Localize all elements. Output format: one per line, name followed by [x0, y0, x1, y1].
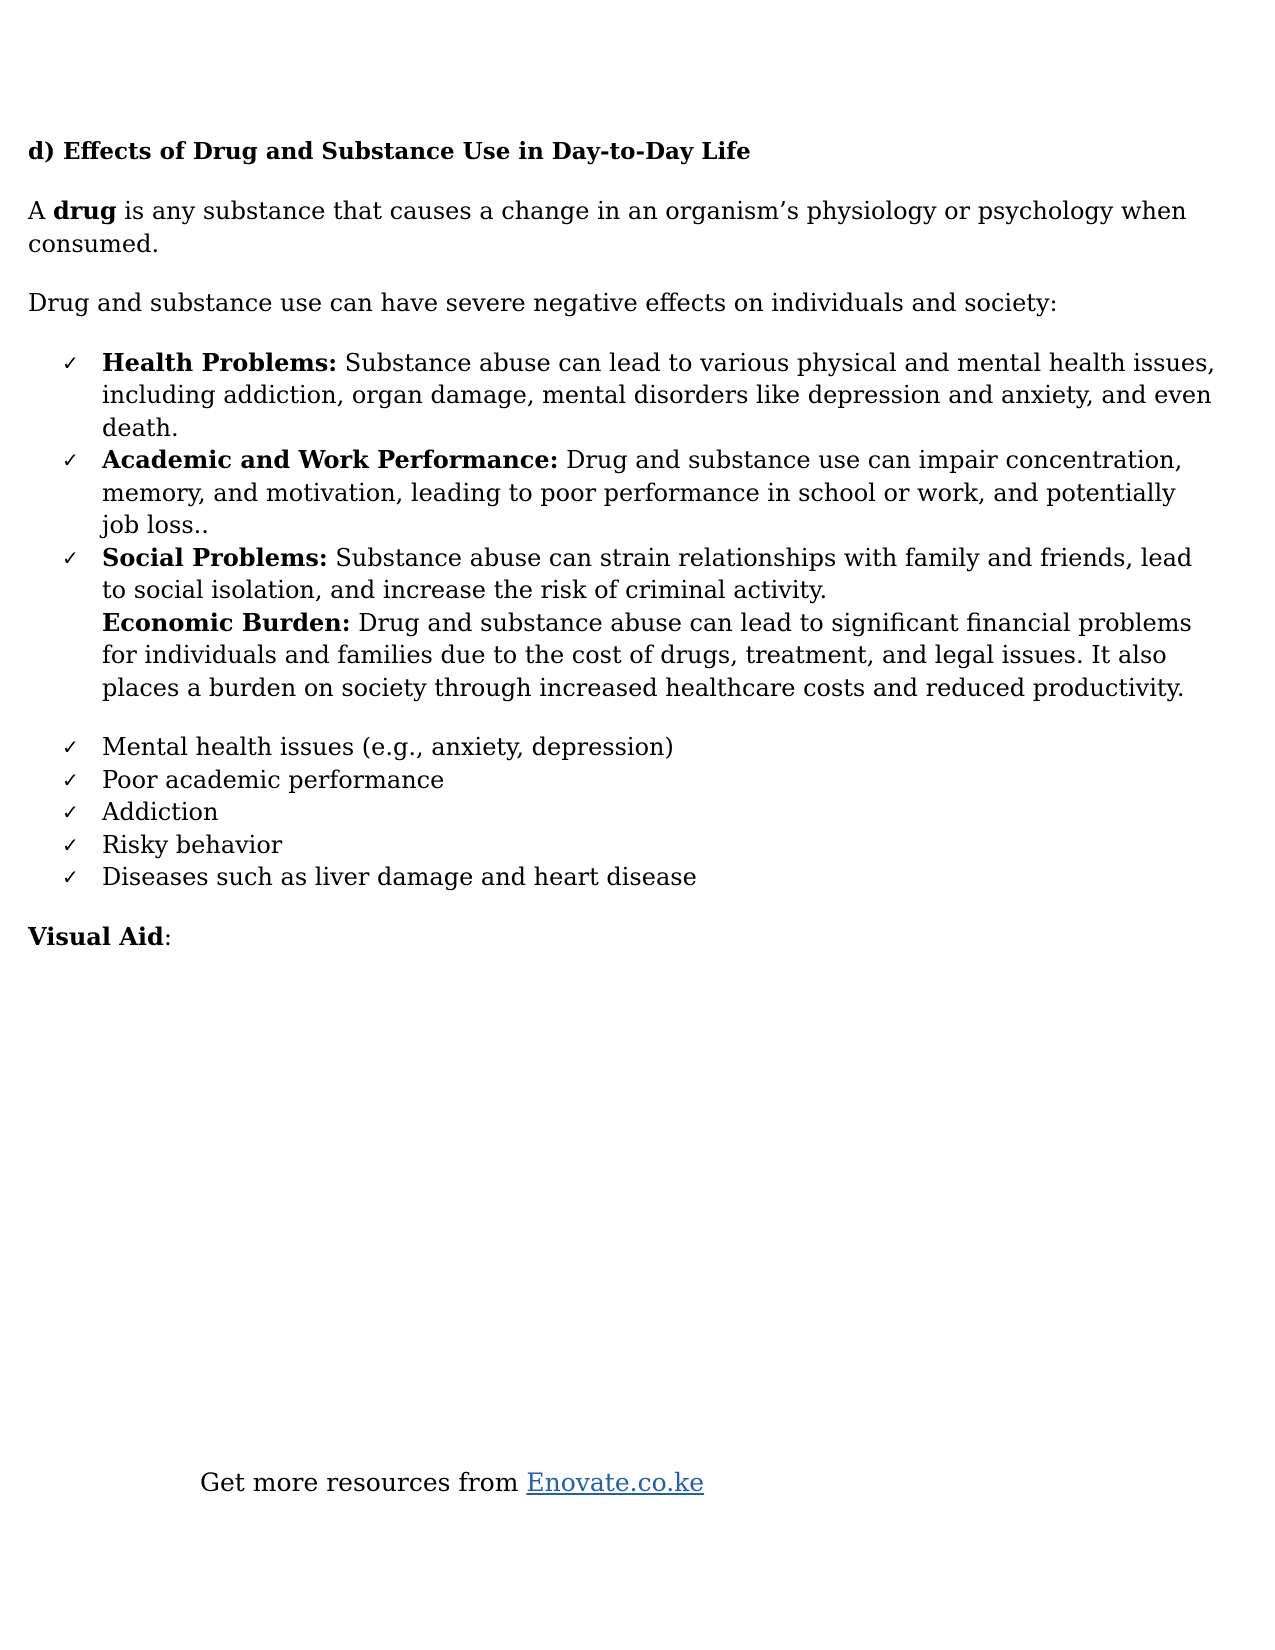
effect-title: Health Problems:	[102, 347, 338, 377]
page-footer	[200, 1466, 704, 1500]
list-item: ✓ Addiction	[102, 796, 1218, 829]
effect-title: Academic and Work Performance:	[102, 445, 559, 474]
effects-summary-list	[28, 731, 1218, 894]
visual-aid-title: Visual Aid	[28, 921, 164, 951]
definition-rest: is any substance that causes a change in an organism’s physiology or psychology when consumed.	[28, 197, 1187, 258]
list-item	[102, 347, 1218, 445]
effect-title: Social Problems:	[102, 542, 328, 572]
definition-prefix: A	[28, 197, 53, 225]
list-item: ✓ Poor academic performance	[102, 764, 1218, 797]
visual-aid-colon: :	[163, 922, 172, 951]
footer-link[interactable]: Enovate.co.ke	[526, 1468, 705, 1497]
list-item	[102, 542, 1218, 607]
definition-term: drug	[52, 196, 117, 225]
effect-text: Drug and substance use can impair concentration, memory, and motivation, leading to poor performance in school or work, and potentially job loss..	[102, 446, 1183, 539]
effect-text: Substance abuse can lead to various physical and mental health issues, including addiction, organ damage, mental disorders like depression and anxiety, and even death.	[102, 348, 1216, 442]
document-page	[28, 136, 1218, 953]
list-item	[102, 607, 1218, 705]
list-item: ✓ Mental health issues (e.g., anxiety, depression)	[102, 731, 1218, 764]
effect-text: Drug and substance abuse can lead to significant financial problems for individuals and families due to the cost of drugs, treatment, and legal issues. It also places a burden on society through increased healthcare costs and reduced productivity.	[102, 608, 1192, 702]
intro-paragraph: Drug and substance use can have severe negative effects on individuals and society:	[28, 289, 1058, 317]
section-heading: d) Effects of Drug and Substance Use in Day-to-Day Life	[28, 138, 751, 165]
effect-text: Substance abuse can strain relationships with family and friends, lead to social isolation, and increase the risk of criminal activity.	[102, 543, 1193, 604]
visual-aid-label	[28, 921, 1218, 954]
list-item	[102, 444, 1218, 542]
effects-list	[28, 347, 1218, 705]
footer-text: Get more resources from	[200, 1468, 527, 1497]
drug-definition	[28, 195, 1218, 260]
list-item: ✓ Risky behavior	[102, 829, 1218, 862]
effect-title: Economic Burden:	[102, 607, 351, 637]
list-item: ✓ Diseases such as liver damage and heart disease	[102, 861, 1218, 894]
